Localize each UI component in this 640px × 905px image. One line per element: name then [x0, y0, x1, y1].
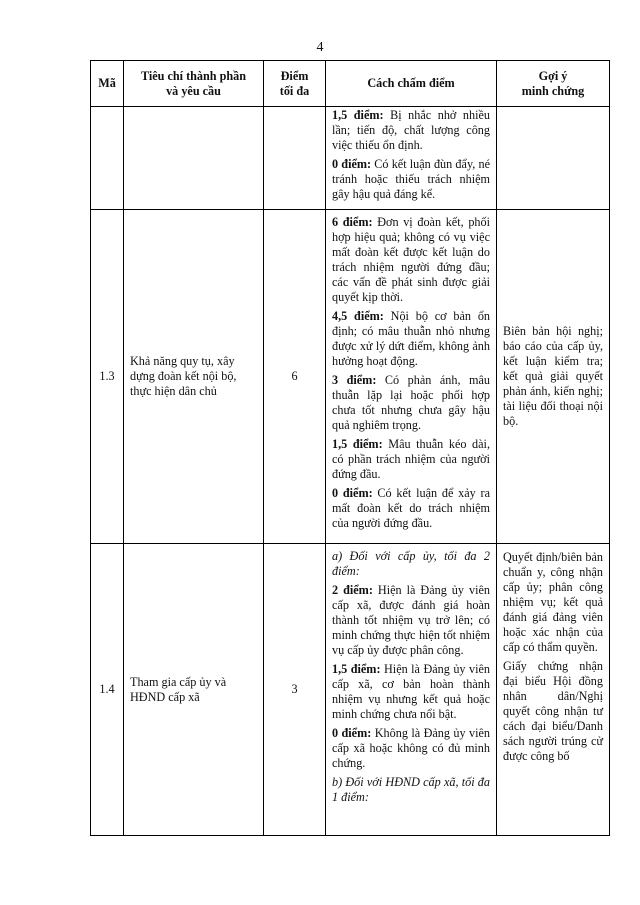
evidence-text: Biên bản hội nghị; báo cáo của cấp ủy, kết luận kiểm tra; kết quả giải quyết phản ánh, kiến nghị; tài liệu đối thoại nội bộ.: [503, 324, 603, 428]
table-header-row: [91, 61, 610, 107]
evidence-cell: [497, 210, 610, 544]
score-text: Nội bộ cơ bản ổn định; có mâu thuẫn nhỏ nhưng được xử lý dứt điểm, không ảnh hưởng hoạt động.: [332, 309, 491, 368]
score-text: Hiện là Đảng ủy viên cấp xã, được đánh giá hoàn thành tốt nhiệm vụ trở lên; có minh chứng thực hiện tốt nhiệm vụ cấp ủy được phân công.: [332, 583, 490, 657]
score-level: [332, 108, 490, 153]
criteria-name: Tham gia cấp ủy và HĐND cấp xã: [124, 544, 264, 836]
score-text: Có kết luận để xảy ra mất đoàn kết do trách nhiệm của người đứng đầu.: [332, 486, 490, 530]
score-level: [332, 486, 490, 531]
score-label: 0 điểm:: [332, 726, 372, 740]
table-row: [91, 107, 610, 210]
scoring-cell: [326, 544, 497, 836]
score-level: [332, 373, 490, 433]
scoring-cell: [326, 107, 497, 210]
score-label: 1,5 điểm:: [332, 662, 381, 676]
criteria-code: 1.4: [91, 544, 124, 836]
score-text: Có phản ánh, mâu thuẫn lặp lại hoặc phối hợp chưa tốt nhưng chưa gây hậu quả nghiêm trọng.: [332, 373, 490, 432]
header-evidence: [497, 61, 610, 107]
score-level: [332, 662, 490, 722]
score-level: [332, 437, 490, 482]
criteria-cell: [124, 107, 264, 210]
evidence-text: Quyết định/biên bản chuẩn y, công nhận cấp ủy; phân công nhiệm vụ; kết quả đánh giá đảng viên hoặc xác nhận của cấp có thẩm quyền.: [503, 550, 603, 654]
score-label: 4,5 điểm:: [332, 309, 384, 323]
header-code: Mã: [91, 61, 124, 107]
table-row: [91, 210, 610, 544]
max-cell: [264, 107, 326, 210]
section-a-heading: a) Đối với cấp ủy, tối đa 2 điểm:: [332, 549, 490, 578]
header-max-line1: Điểm: [280, 68, 309, 83]
section-b-heading: b) Đối với HĐND cấp xã, tối đa 1 điểm:: [332, 775, 490, 804]
page-number: 4: [316, 40, 324, 55]
score-level: [332, 583, 490, 658]
scoring-cell: [326, 210, 497, 544]
score-level: [332, 157, 490, 202]
score-label: 0 điểm:: [332, 157, 372, 171]
score-text: Không là Đảng ủy viên cấp xã hoặc không có đủ minh chứng.: [332, 726, 490, 770]
score-text: Bị nhắc nhở nhiều lần; tiến độ, chất lượng công việc thiếu ổn định.: [332, 108, 490, 152]
criteria-code: 1.3: [91, 210, 124, 544]
score-level: [332, 215, 490, 305]
evidence-cell: [497, 544, 610, 836]
header-evidence-line1: Gợi ý: [538, 68, 568, 83]
criteria-name: Khả năng quy tụ, xây dựng đoàn kết nội bộ, thực hiện dân chủ: [124, 210, 264, 544]
score-label: 0 điểm:: [332, 486, 373, 500]
evidence-cell: [497, 107, 610, 210]
score-label: 6 điểm:: [332, 215, 373, 229]
score-label: 3 điểm:: [332, 373, 377, 387]
header-criteria-line1: Tiêu chí thành phần: [140, 68, 247, 83]
score-text: Mâu thuẫn kéo dài, có phần trách nhiệm của người đứng đầu.: [332, 437, 490, 481]
score-text: Có kết luận đùn đẩy, né tránh hoặc thiếu trách nhiệm gây hậu quả đáng kể.: [332, 157, 490, 201]
max-score: 3: [264, 544, 326, 836]
score-level: [332, 309, 490, 369]
score-section-heading: [332, 549, 490, 579]
header-max-score: [264, 61, 326, 107]
score-text: Hiện là Đảng ủy viên cấp xã, cơ bản hoàn thành nhiệm vụ nhưng kết quả hoặc minh chứng chưa nổi bật.: [332, 662, 490, 721]
table-row: [91, 544, 610, 836]
score-text: Đơn vị đoàn kết, phối hợp hiệu quả; không có vụ việc mất đoàn kết được kết luận do trách nhiệm người đứng đầu; các vấn đề phát sinh được giải quyết kịp thời.: [332, 215, 490, 304]
score-section-heading: [332, 775, 490, 805]
score-label: 1,5 điểm:: [332, 437, 383, 451]
score-label: 2 điểm:: [332, 583, 373, 597]
header-max-line2: tối đa: [279, 83, 310, 98]
criteria-table: [90, 60, 610, 836]
code-cell: [91, 107, 124, 210]
score-label: 1,5 điểm:: [332, 108, 384, 122]
header-evidence-line2: minh chứng: [521, 83, 585, 98]
evidence-text: Giấy chứng nhận đại biểu Hội đồng nhân dân/Nghị quyết công nhận tư cách đại biểu/Danh sách người trúng cử được công bố: [503, 659, 603, 763]
header-criteria-line2: và yêu cầu: [166, 83, 221, 98]
header-criteria: [124, 61, 264, 107]
score-level: [332, 726, 490, 771]
max-score: 6: [264, 210, 326, 544]
header-scoring: Cách chấm điểm: [326, 61, 497, 107]
